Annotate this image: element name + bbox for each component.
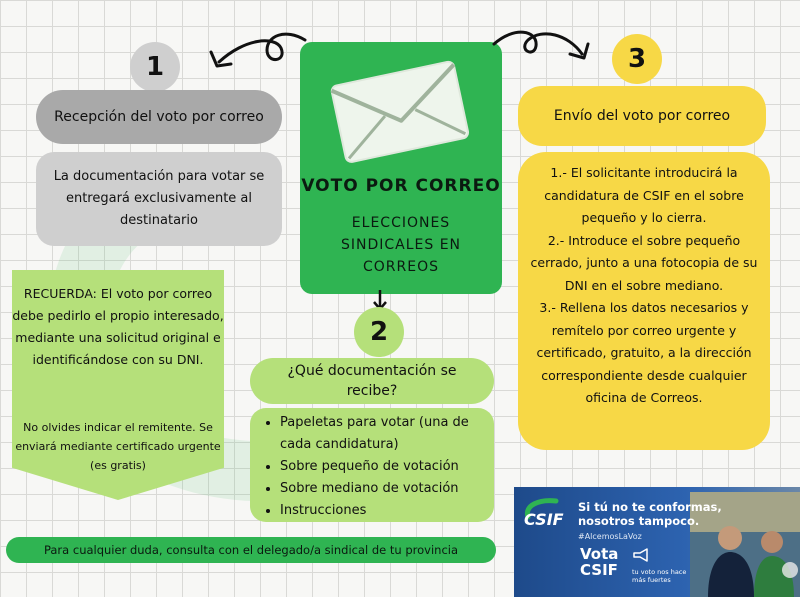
recuerda-note: No olvides indicar el remitente. Se enviará mediante certificado urgente (es gratis) [15, 421, 221, 472]
list-item: • Sobre mediano de votación [280, 478, 486, 500]
ad-hashtag: #AlcemosLaVoz [578, 532, 642, 541]
csif-logo-text: CSIF [524, 510, 564, 529]
list-item: • Sobre pequeño de votación [280, 456, 486, 478]
center-subtitle-line: ELECCIONES [351, 215, 451, 231]
footer-bar: Para cualquier duda, consulta con el delegado/a sindical de tu provincia [6, 537, 496, 563]
list-item: • Instrucciones [280, 500, 486, 522]
megaphone-icon [632, 548, 652, 562]
arrow-to-step1-icon [205, 28, 310, 78]
step-3-paragraph: 3.- Rellena los datos necesarios y remítelo por correo urgente y certificado, gratuito, a la dirección correspondiente desde cualquier oficina de Correos. [536, 300, 752, 405]
ad-note: tu voto nos hace más fuertes [632, 568, 687, 584]
ad-vota-text [580, 546, 618, 578]
step-3-title: Envío del voto por correo [518, 86, 766, 146]
step-2-title: ¿Qué documentación se recibe? [250, 358, 494, 404]
step-3-body [518, 152, 770, 450]
recuerda-text: RECUERDA: El voto por correo debe pedirlo el propio interesado, mediante una solicitud original e identificándose con su DNI. [12, 286, 224, 367]
step-2-badge: 2 [354, 307, 404, 357]
step-3-badge: 3 [612, 34, 662, 84]
center-subtitle-line: CORREOS [362, 259, 439, 275]
step-3-paragraph: 2.- Introduce el sobre pequeño cerrado, junto a una fotocopia de su DNI en el sobre mediano. [530, 232, 758, 293]
arrow-to-step3-icon [490, 22, 595, 72]
step-1-title: Recepción del voto por correo [36, 90, 282, 144]
step-1-badge: 1 [130, 42, 180, 92]
step-1-body: La documentación para votar se entregará exclusivamente al destinatario [36, 152, 282, 246]
ad-vota-line: CSIF [580, 561, 618, 579]
center-subtitle-line: SINDICALES EN [340, 237, 462, 253]
step-3-paragraph: 1.- El solicitante introducirá la candidatura de CSIF en el sobre pequeño y lo cierra. [544, 165, 744, 225]
ad-slogan: Si tú no te conformas, nosotros tampoco. [578, 500, 722, 528]
center-subtitle [300, 212, 502, 278]
list-item: • Papeletas para votar (una de cada candidatura) [280, 412, 486, 456]
center-title: VOTO POR CORREO [301, 176, 501, 196]
ad-vota-line: Vota [580, 545, 619, 563]
step-2-list [250, 408, 494, 522]
envelope-icon [322, 55, 477, 165]
csif-logo-icon [520, 497, 572, 531]
